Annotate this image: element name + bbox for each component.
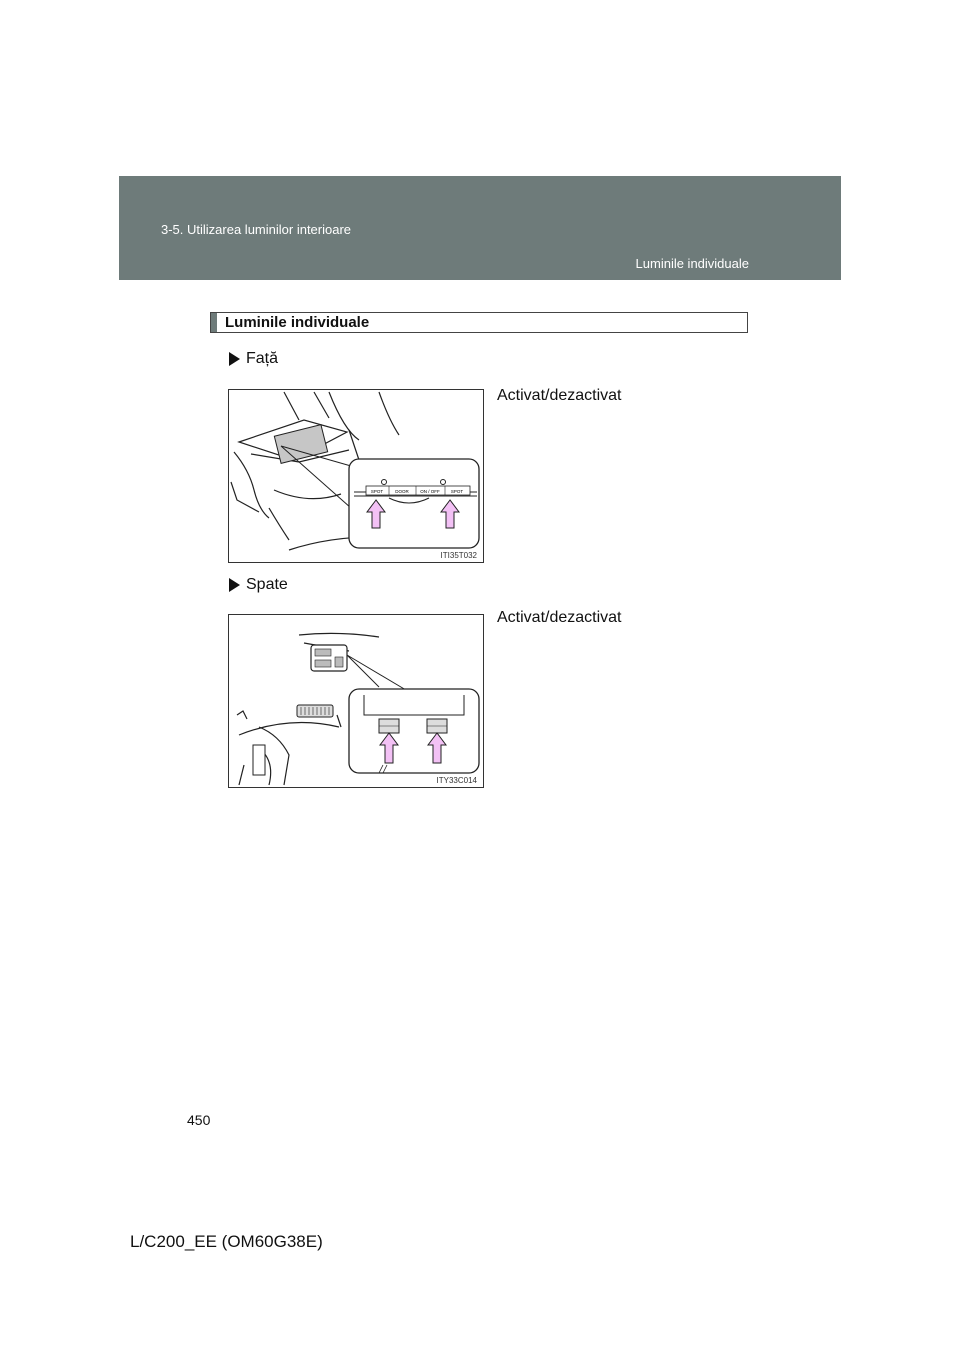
section-title — [210, 312, 748, 333]
page-header — [119, 176, 841, 280]
button-label-spot-right: SPOT — [450, 489, 464, 494]
button-label-door: DOOR — [395, 489, 409, 494]
bullet-rear — [229, 576, 288, 594]
button-label-spot-left: SPOT — [370, 489, 384, 494]
front-figure-code: ITI35T032 — [440, 551, 477, 560]
bullet-front-label: Față — [246, 350, 279, 367]
front-light-figure — [228, 389, 484, 563]
bullet-front — [229, 350, 278, 368]
bullet-rear-label: Spate — [246, 576, 288, 593]
rear-light-figure — [228, 614, 484, 788]
triangle-bullet-icon — [229, 578, 240, 592]
header-title: Luminile individuale — [635, 256, 749, 271]
header-section: 3-5. Utilizarea luminilor interioare — [161, 222, 352, 237]
front-description: Activat/dezactivat — [497, 387, 622, 404]
triangle-bullet-icon — [229, 352, 240, 366]
page-number: 450 — [187, 1112, 211, 1128]
button-label-onoff: ON / OFF — [420, 489, 440, 494]
section-title-text: Luminile individuale — [225, 314, 370, 331]
section-title-bar — [211, 313, 217, 332]
document-code: L/C200_EE (OM60G38E) — [130, 1232, 323, 1251]
rear-description: Activat/dezactivat — [497, 609, 622, 626]
rear-figure-code: ITY33C014 — [436, 776, 477, 785]
